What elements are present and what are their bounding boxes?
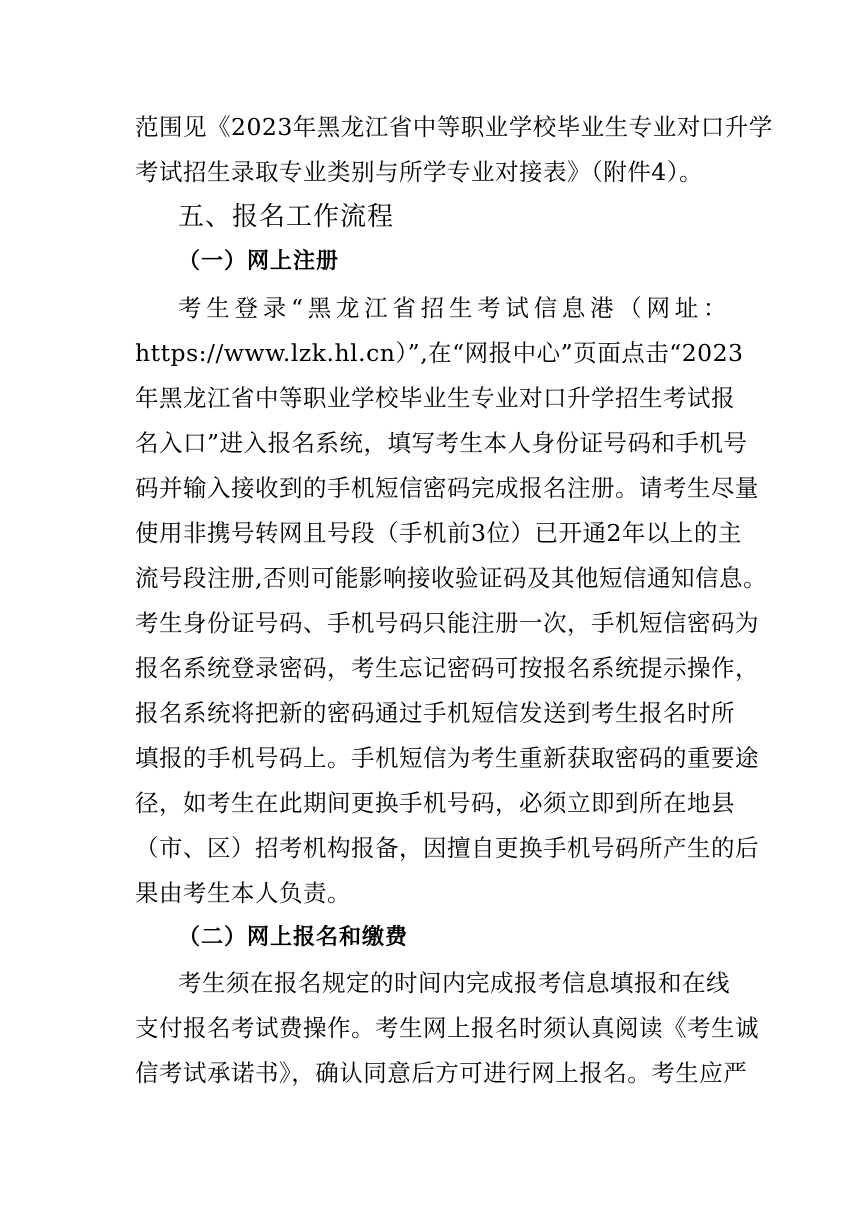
section-heading: 五、报名工作流程 <box>178 202 395 232</box>
paragraph-line: 码并输入接收到的手机短信密码完成报名注册。请考生尽量 <box>135 474 759 502</box>
paragraph-line: （市、区）招考机构报备，因擅自更换手机号码所产生的后 <box>135 834 759 862</box>
paragraph-line: 考生登录“黑龙江省招生考试信息港（网址： <box>178 294 727 322</box>
paragraph-line: 报名系统将把新的密码通过手机短信发送到考生报名时所 <box>135 699 735 727</box>
paragraph-line: 年黑龙江省中等职业学校毕业生专业对口升学招生考试报 <box>135 384 735 412</box>
paragraph-line: 填报的手机号码上。手机短信为考生重新获取密码的重要途 <box>135 744 759 772</box>
paragraph-line: 径，如考生在此期间更换手机号码，必须立即到所在地县 <box>135 789 735 817</box>
paragraph-line: 考生须在报名规定的时间内完成报考信息填报和在线 <box>178 969 730 997</box>
paragraph-line: 范围见《2023年黑龙江省中等职业学校毕业生专业对口升学 <box>135 113 773 141</box>
paragraph-line: 使用非携号转网且号段（手机前3位）已开通2年以上的主 <box>135 519 742 547</box>
paragraph-line: 信考试承诺书》，确认同意后方可进行网上报名。考生应严 <box>135 1059 748 1087</box>
paragraph-line: 考生身份证号码、手机号码只能注册一次，手机短信密码为 <box>135 609 759 637</box>
paragraph-line: https://www.lzk.hl.cn）”,在“网报中心”页面点击“2023 <box>135 339 744 367</box>
subsection-heading: （一）网上注册 <box>178 248 340 274</box>
paragraph-line: 报名系统登录密码，考生忘记密码可按报名系统提示操作， <box>135 654 759 682</box>
paragraph-line: 名入口”进入报名系统，填写考生本人身份证号码和手机号 <box>135 429 748 457</box>
paragraph-line: 考试招生录取专业类别与所学专业对接表》（附件4）。 <box>135 158 703 186</box>
paragraph-line: 流号段注册,否则可能影响接收验证码及其他短信通知信息。 <box>135 564 767 592</box>
paragraph-line: 果由考生本人负责。 <box>135 879 351 907</box>
subsection-heading: （二）网上报名和缴费 <box>178 924 409 950</box>
paragraph-line: 支付报名考试费操作。考生网上报名时须认真阅读《考生诚 <box>135 1014 759 1042</box>
